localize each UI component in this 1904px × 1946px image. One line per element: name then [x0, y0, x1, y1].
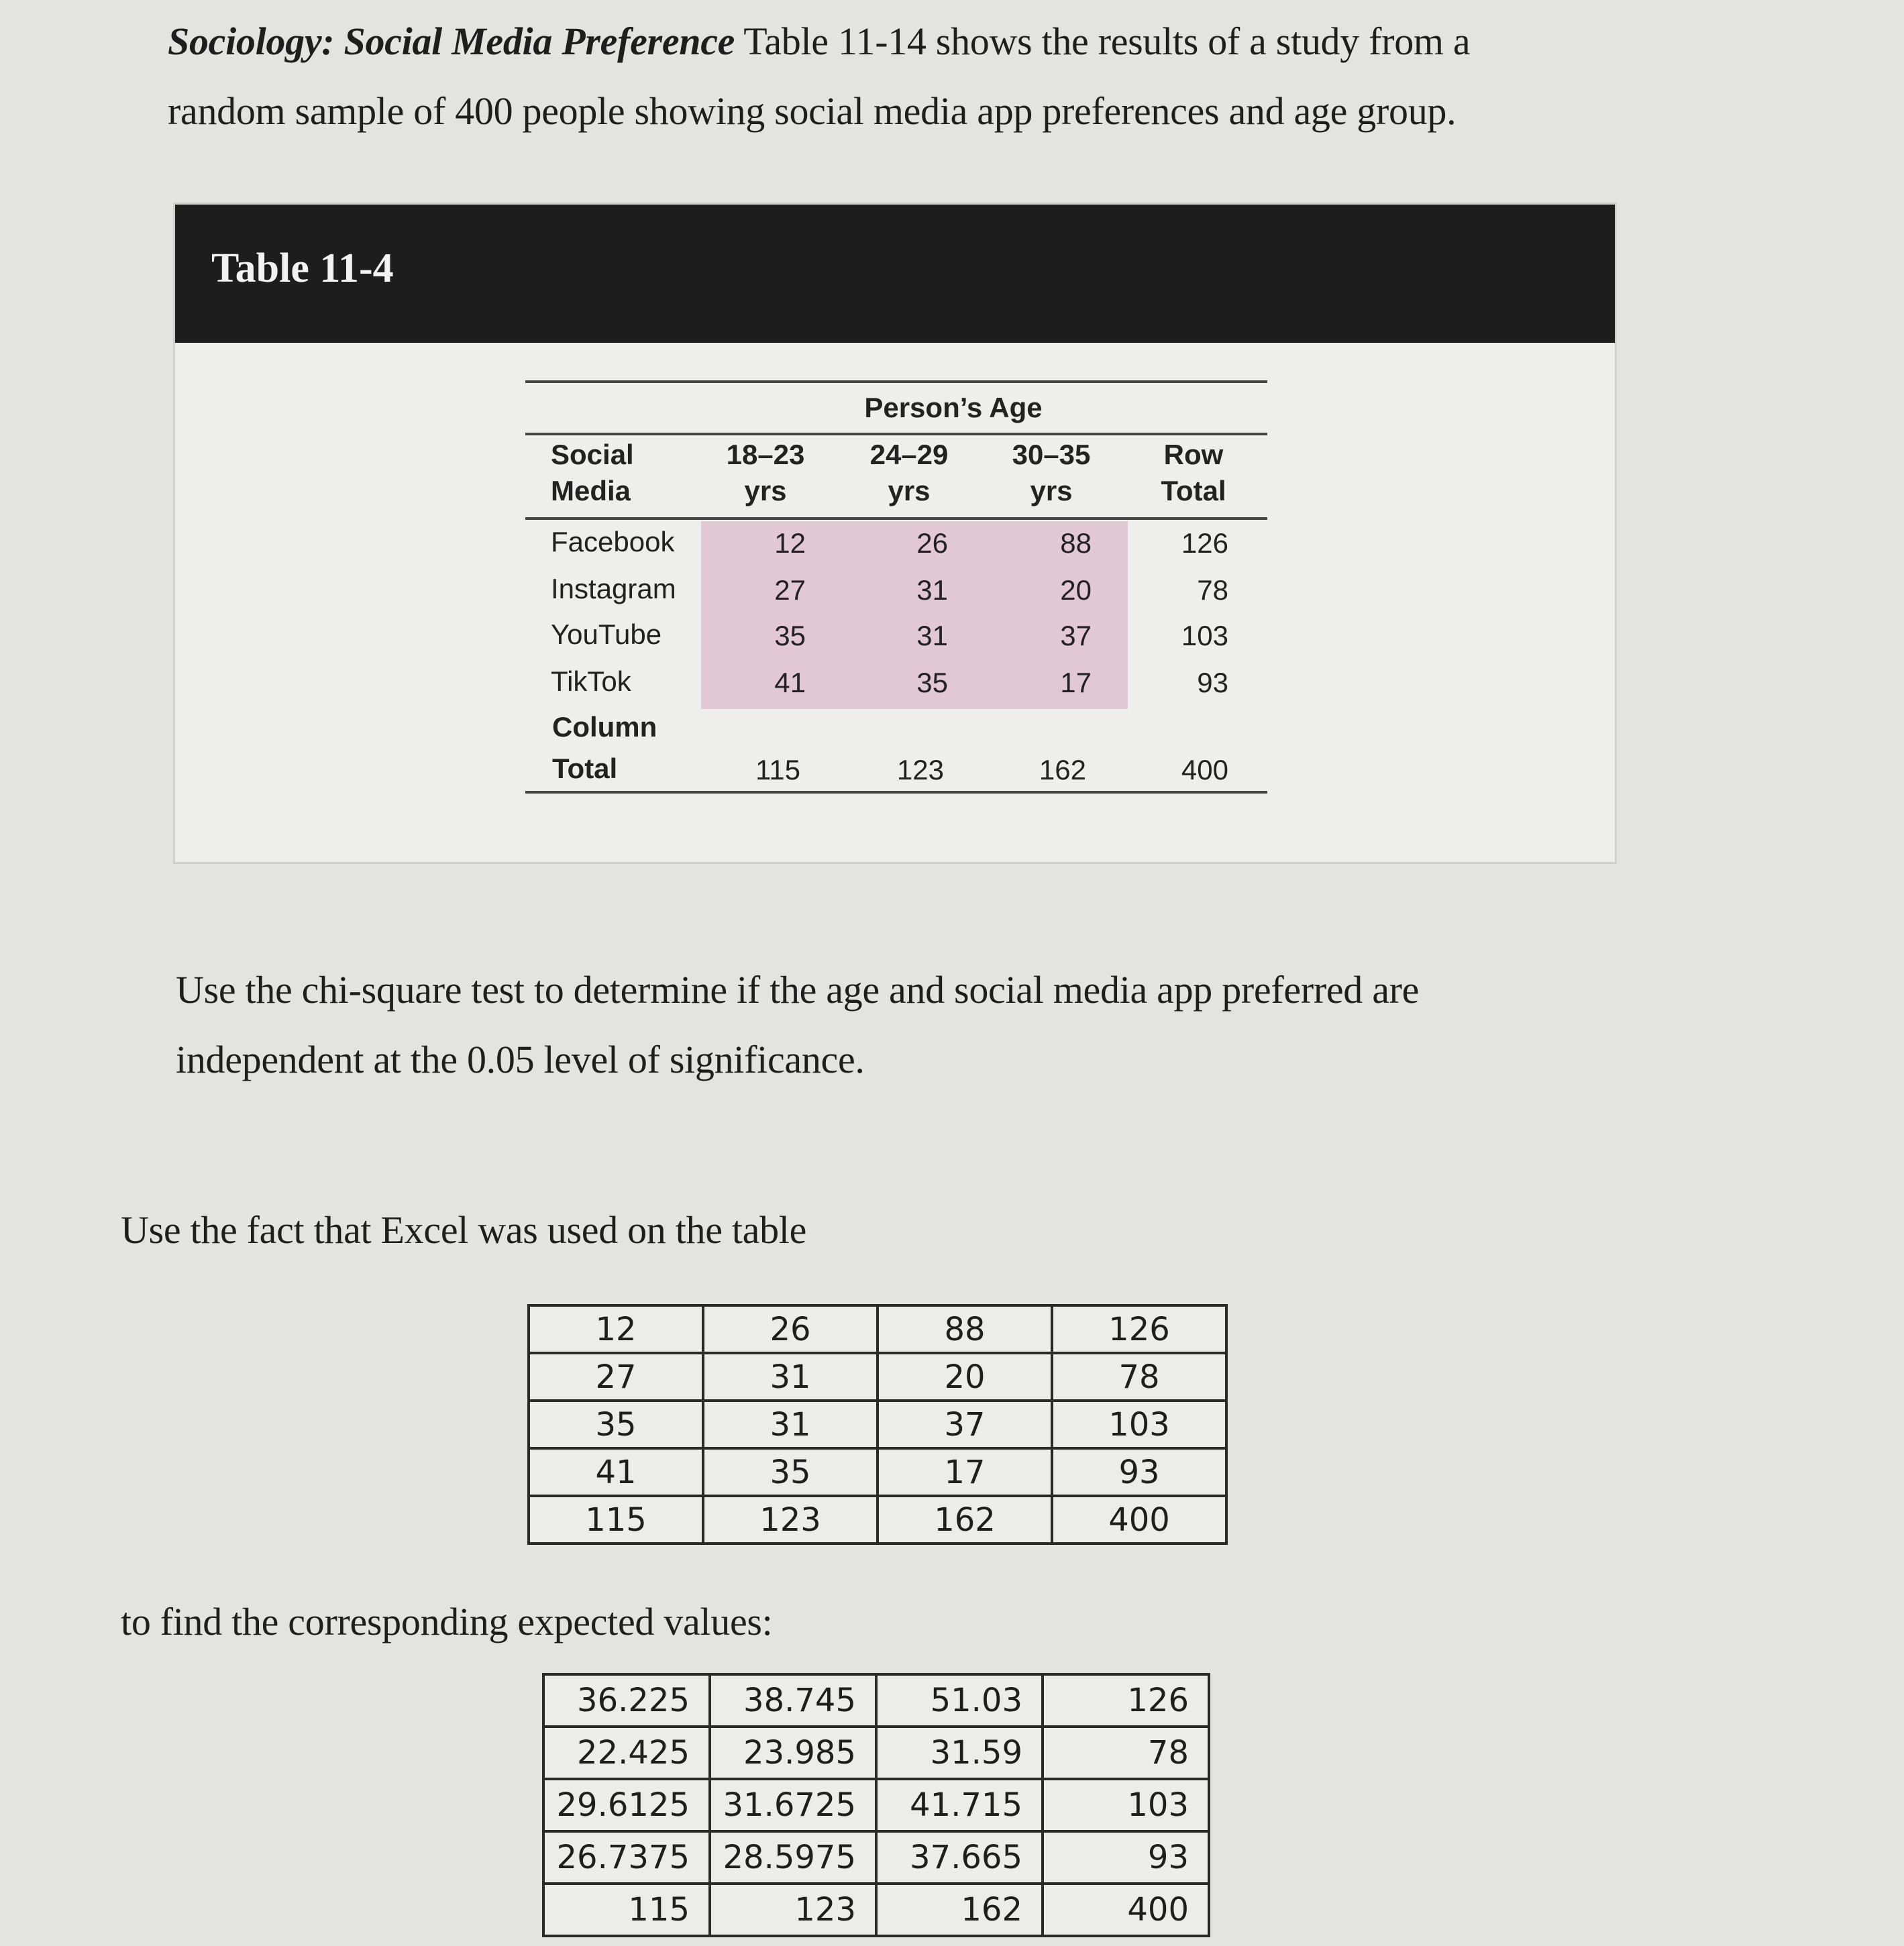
total-label-line1: Column — [552, 711, 657, 743]
grid-row — [529, 1401, 1226, 1448]
col-header-1-line1: 18–23 — [726, 439, 805, 470]
cell: 37 — [1060, 620, 1092, 651]
grid-cell: 35 — [529, 1401, 703, 1448]
grid-cell: 41.715 — [876, 1779, 1043, 1831]
cell: 78 — [1197, 574, 1228, 606]
grid-cell: 115 — [543, 1884, 710, 1936]
grid-cell: 78 — [1043, 1727, 1209, 1779]
grid-cell: 26 — [703, 1305, 878, 1353]
intro-line1: Table 11-14 shows the results of a study from a — [735, 19, 1471, 63]
table-header-bar — [175, 205, 1615, 343]
col-header-1-line2: yrs — [744, 475, 787, 506]
intro-paragraph — [168, 7, 1764, 146]
cell: 31 — [916, 574, 948, 606]
grid-cell: 103 — [1043, 1779, 1209, 1831]
grid-cell: 162 — [878, 1496, 1052, 1544]
grid-cell: 31.59 — [876, 1727, 1043, 1779]
row-label: TikTok — [551, 665, 631, 697]
question-line1: Use the chi-square test to determine if the age and social media app preferred are — [176, 968, 1420, 1012]
rule-bottom — [525, 791, 1267, 794]
sample-size: 400 — [455, 89, 513, 133]
cell: 26 — [916, 527, 948, 559]
cell: 35 — [916, 667, 948, 698]
grid-cell: 31 — [703, 1353, 878, 1401]
expected-note: to find the corresponding expected values: — [121, 1600, 773, 1643]
col-header-3-line1: 30–35 — [1012, 439, 1091, 470]
grid-cell: 35 — [703, 1448, 878, 1496]
intro-line2-start: random sample of — [168, 89, 456, 133]
expected-grid — [542, 1673, 1210, 1937]
cell: 12 — [774, 527, 806, 559]
grid-cell: 23.985 — [710, 1727, 876, 1779]
row-header-line2: Media — [551, 475, 631, 506]
grid-row — [543, 1674, 1209, 1727]
question-paragraph — [176, 955, 1585, 1095]
grid-cell: 37.665 — [876, 1831, 1043, 1884]
grid-cell: 38.745 — [710, 1674, 876, 1727]
cell: 88 — [1060, 527, 1092, 559]
grid-row — [543, 1727, 1209, 1779]
grid-cell: 162 — [876, 1884, 1043, 1936]
grid-cell: 12 — [529, 1305, 703, 1353]
grid-cell: 22.425 — [543, 1727, 710, 1779]
grid-cell: 31 — [703, 1401, 878, 1448]
grid-cell: 123 — [703, 1496, 878, 1544]
observed-grid — [527, 1304, 1228, 1545]
rule-group — [525, 433, 1267, 435]
grid-row — [543, 1831, 1209, 1884]
grid-cell: 400 — [1052, 1496, 1226, 1544]
grid-cell: 78 — [1052, 1353, 1226, 1401]
grid-row — [529, 1353, 1226, 1401]
row-label: Facebook — [551, 526, 675, 557]
grid-row — [543, 1779, 1209, 1831]
grid-cell: 29.6125 — [543, 1779, 710, 1831]
grid-row — [529, 1305, 1226, 1353]
grid-cell: 41 — [529, 1448, 703, 1496]
row-label: YouTube — [551, 618, 662, 650]
row-header-line1: Social — [551, 439, 634, 470]
question-line2-start: independent at the — [176, 1038, 467, 1081]
grid-row — [529, 1448, 1226, 1496]
grid-row — [543, 1884, 1209, 1936]
grid-cell: 115 — [529, 1496, 703, 1544]
cell: 93 — [1197, 667, 1228, 698]
cell: 20 — [1060, 574, 1092, 606]
total-cell: 162 — [1039, 754, 1086, 786]
grid-cell: 26.7375 — [543, 1831, 710, 1884]
total-cell: 115 — [755, 754, 800, 786]
cell: 41 — [774, 667, 806, 698]
question-line2-end: level of significance. — [534, 1038, 865, 1081]
grid-cell: 36.225 — [543, 1674, 710, 1727]
row-label: Instagram — [551, 573, 676, 604]
total-cell: 123 — [896, 754, 944, 786]
cell: 103 — [1181, 620, 1228, 651]
group-header: Person’s Age — [864, 392, 1043, 423]
col-header-2-line1: 24–29 — [869, 439, 949, 470]
grid-cell: 27 — [529, 1353, 703, 1401]
cell: 31 — [916, 620, 948, 651]
cell: 126 — [1181, 527, 1228, 559]
cell: 27 — [774, 574, 806, 606]
grid-cell: 93 — [1052, 1448, 1226, 1496]
intro-line2-end: people showing social media app preferences and age group. — [513, 89, 1457, 133]
col-header-4-line1: Row — [1163, 439, 1224, 470]
table-card — [173, 203, 1617, 864]
cell: 35 — [774, 620, 806, 651]
grid-cell: 93 — [1043, 1831, 1209, 1884]
grid-cell: 17 — [878, 1448, 1052, 1496]
rule-header — [525, 517, 1267, 520]
grid-cell: 20 — [878, 1353, 1052, 1401]
col-header-2-line2: yrs — [888, 475, 931, 506]
rule-top — [525, 380, 1267, 383]
grid-cell: 126 — [1052, 1305, 1226, 1353]
grid-row — [529, 1496, 1226, 1544]
total-label-line2: Total — [552, 753, 618, 784]
cell: 17 — [1060, 667, 1092, 698]
total-cell: 400 — [1181, 754, 1228, 786]
grid-cell: 88 — [878, 1305, 1052, 1353]
grid-cell: 400 — [1043, 1884, 1209, 1936]
col-header-4-line2: Total — [1161, 475, 1226, 506]
grid-cell: 37 — [878, 1401, 1052, 1448]
problem-title: Sociology: Social Media Preference — [168, 19, 735, 63]
grid-cell: 51.03 — [876, 1674, 1043, 1727]
grid-cell: 28.5975 — [710, 1831, 876, 1884]
grid-cell: 103 — [1052, 1401, 1226, 1448]
grid-cell: 123 — [710, 1884, 876, 1936]
significance-level: 0.05 — [466, 1038, 535, 1081]
table-caption: Table 11-4 — [211, 246, 394, 291]
col-header-3-line2: yrs — [1030, 475, 1073, 506]
grid-cell: 31.6725 — [710, 1779, 876, 1831]
excel-note: Use the fact that Excel was used on the table — [121, 1208, 807, 1252]
grid-cell: 126 — [1043, 1674, 1209, 1727]
